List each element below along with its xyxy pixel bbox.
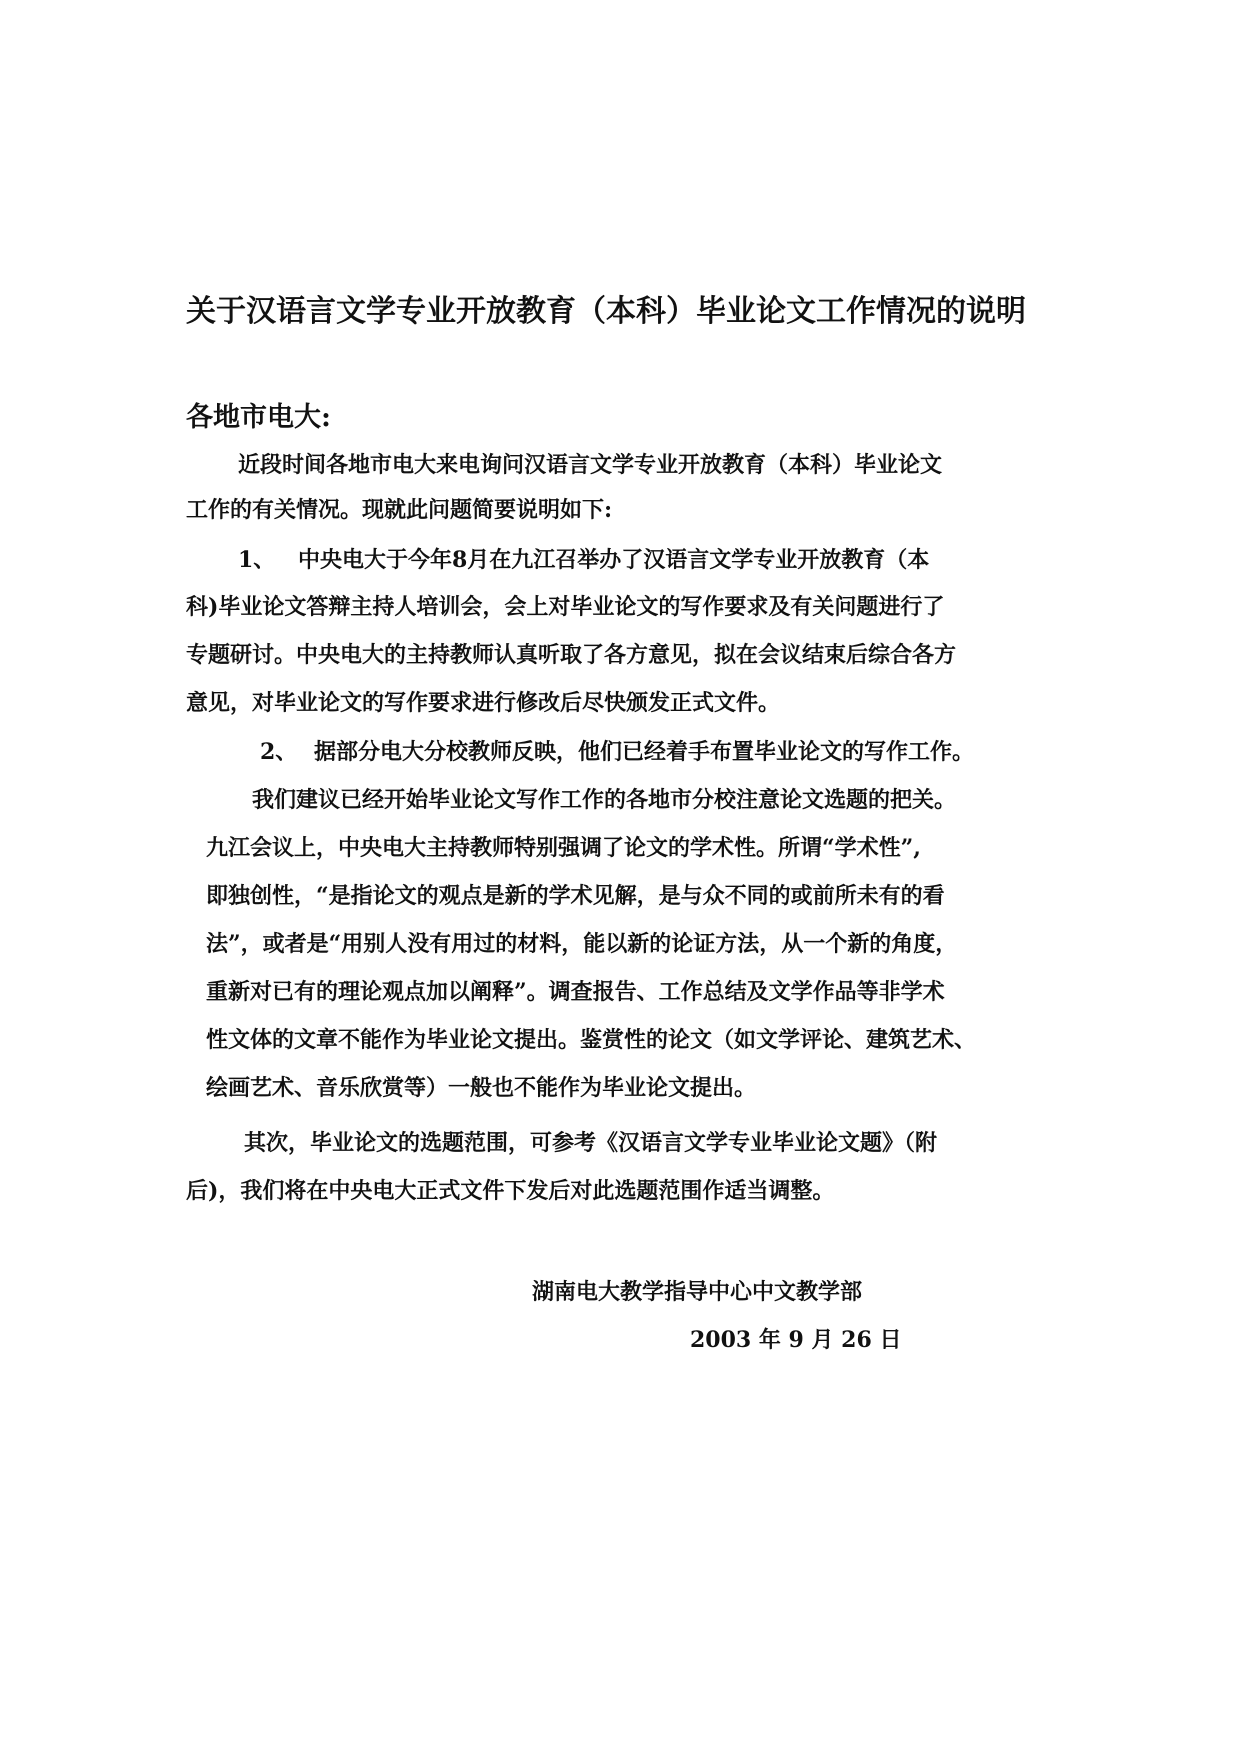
intro-line-1: 近段时间各地市电大来电询问汉语言文学专业开放教育（本科）毕业论文 (238, 452, 943, 478)
document-title: 关于汉语言文学专业开放教育（本科）毕业论文工作情况的说明 (186, 294, 1026, 329)
signature-date: 2003 年 9 月 26 日 (690, 1327, 902, 1353)
intro-line-2: 工作的有关情况。现就此问题简要说明如下: (186, 497, 613, 523)
item-2-line: 我们建议已经开始毕业论文写作工作的各地市分校注意论文选题的把关。 (252, 787, 957, 813)
item-1-number: 1、 (238, 547, 276, 573)
closing-line-2: 后)，我们将在中央电大正式文件下发后对此选题范围作适当调整。 (186, 1178, 835, 1204)
item-2-first-text: 据部分电大分校教师反映，他们已经着手布置毕业论文的写作工作。 (314, 739, 975, 765)
item-2-line: 重新对已有的理论观点加以阐释”。调查报告、工作总结及文学作品等非学术 (206, 979, 945, 1005)
item-1-line: 意见，对毕业论文的写作要求进行修改后尽快颁发正式文件。 (186, 690, 781, 716)
item-2-line: 即独创性，“是指论文的观点是新的学术见解，是与众不同的或前所未有的看 (206, 883, 945, 909)
item-1-line: 专题研讨。中央电大的主持教师认真听取了各方意见，拟在会议结束后综合各方 (186, 642, 957, 668)
item-1-first-line (238, 545, 929, 575)
closing-line-1: 其次，毕业论文的选题范围，可参考《汉语言文学专业毕业论文题》（附 (244, 1130, 938, 1156)
salutation: 各地市电大: (186, 402, 331, 433)
item-2-first-line (260, 737, 974, 767)
item-1-line: 科)毕业论文答辩主持人培训会，会上对毕业论文的写作要求及有关问题进行了 (186, 594, 945, 620)
item-2-line: 九江会议上，中央电大主持教师特别强调了论文的学术性。所谓“学术性”, (206, 835, 921, 861)
item-1-line: 中央电大于今年8月在九江召举办了汉语言文学专业开放教育（本 (298, 547, 930, 573)
item-2-line: 性文体的文章不能作为毕业论文提出。鉴赏性的论文（如文学评论、建筑艺术、 (206, 1027, 977, 1053)
item-2-line: 法”，或者是“用别人没有用过的材料，能以新的论证方法，从一个新的角度， (206, 931, 958, 957)
signature-department: 湖南电大教学指导中心中文教学部 (532, 1279, 863, 1305)
item-2-number: 2、 (260, 739, 298, 765)
item-2-line: 绘画艺术、音乐欣赏等）一般也不能作为毕业论文提出。 (206, 1075, 757, 1101)
